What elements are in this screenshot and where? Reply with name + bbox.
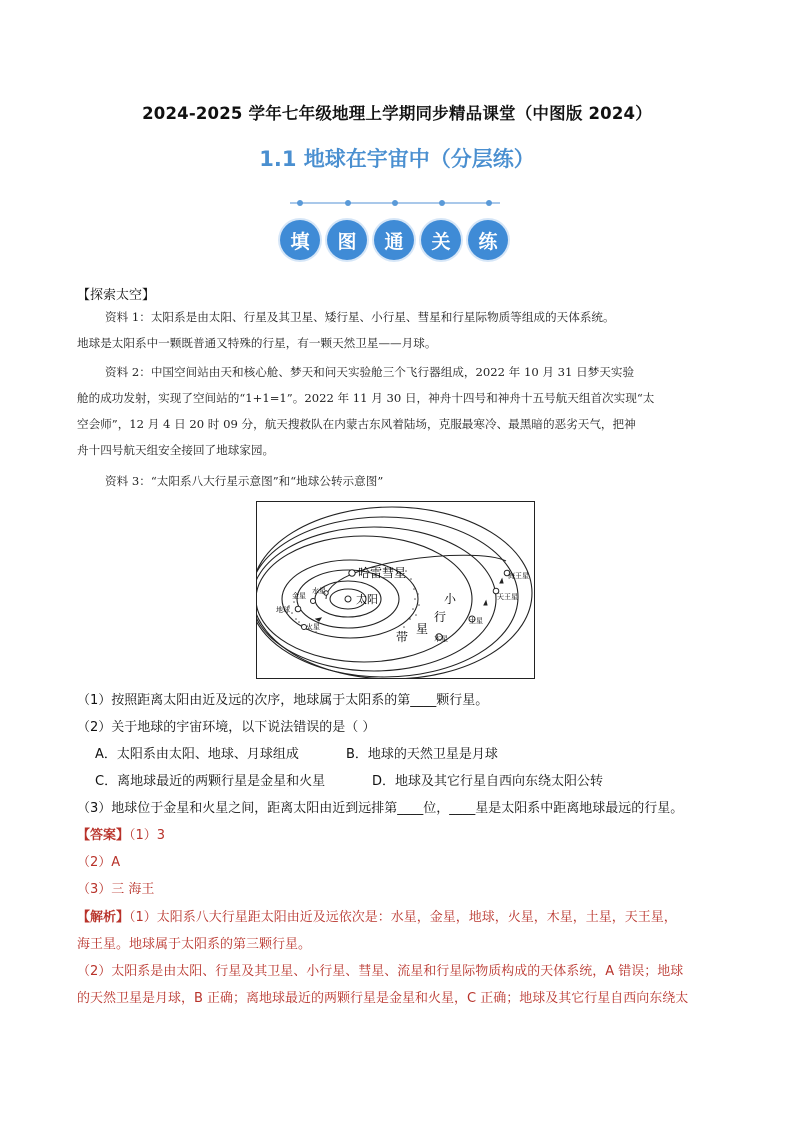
connector-dot [392, 200, 398, 206]
mercury-label: 水星 [312, 587, 326, 595]
comet-label: 哈雷彗星 [358, 566, 407, 580]
belt-label-1: 小 [444, 592, 457, 606]
neptune-label: 海王星 [508, 572, 529, 580]
venus-label: 金星 [292, 592, 306, 600]
material-3: 资料 3：“太阳系八大行星示意图”和“地球公转示意图” [105, 474, 384, 488]
connector-dot [486, 200, 492, 206]
earth-icon [295, 606, 301, 612]
question-2-option-a: A．太阳系由太阳、地球、月球组成 [95, 747, 299, 762]
comet-icon [349, 570, 355, 576]
lesson-title: 1.1 地球在宇宙中（分层练） [259, 147, 535, 171]
sun-label: 太阳 [356, 593, 378, 606]
analysis-label: 【解析】 [77, 910, 130, 925]
venus-icon [311, 599, 316, 604]
question-2-option-c: C．离地球最近的两颗行星是金星和火星 [95, 774, 326, 789]
material-1-line-2: 地球是太阳系中一颗既普通又特殊的行星，有一颗天然卫星——月球。 [77, 336, 437, 350]
question-2-option-d: D．地球及其它行星自西向东绕太阳公转 [372, 774, 604, 789]
material-2-line-4: 舟十四号航天组安全接回了地球家园。 [77, 443, 275, 457]
mars-label: 火星 [306, 623, 320, 631]
connector-dot [439, 200, 445, 206]
analysis-line-3: （2）太阳系是由太阳、行星及其卫星、小行星、彗星、流星和行星际物质构成的天体系统，A 错误；地球 [77, 964, 684, 979]
connector-dot [345, 200, 351, 206]
badge-pass: 通 [374, 220, 414, 260]
belt-label-2: 行 [434, 610, 447, 624]
badge-practice: 练 [468, 220, 508, 260]
badge-gate: 关 [421, 220, 461, 260]
answer-1 [77, 823, 377, 849]
badge-map: 图 [327, 220, 367, 260]
answer-1-text: （1）3 [129, 828, 166, 843]
answer-2: （2）A [77, 855, 121, 870]
material-1-line-1: 资料 1：太阳系是由太阳、行星及其卫星、矮行星、小行星、彗星和行星际物质等组成的天体系统。 [105, 310, 615, 324]
analysis-line-2: 海王星。地球属于太阳系的第三颗行星。 [77, 937, 312, 952]
saturn-label: 土星 [469, 617, 483, 625]
uranus-label: 天王星 [497, 593, 518, 601]
answer-3: （3）三 海王 [77, 882, 155, 897]
material-2-line-3: 空会师”，12 月 4 日 20 时 09 分，航天搜救队在内蒙古东风着陆场，克服最寒冷、最黑暗的恶劣天气，把神 [77, 417, 636, 431]
answer-label: 【答案】 [77, 828, 130, 843]
analysis-line-1 [77, 905, 737, 931]
question-1: （1）按照距离太阳由近及远的次序，地球属于太阳系的第____颗行星。 [77, 693, 489, 708]
analysis-line-1-text: （1）太阳系八大行星距太阳由近及远依次是：水星，金星，地球，火星，木星，土星，天王星， [129, 910, 677, 925]
earth-label: 地球 [276, 606, 290, 614]
document-title: 2024-2025 学年七年级地理上学期同步精品课堂（中图版 2024） [142, 104, 652, 123]
question-2: （2）关于地球的宇宙环境，以下说法错误的是（ ） [77, 720, 376, 735]
solar-system-figure [256, 501, 535, 679]
question-2-option-b: B．地球的天然卫星是月球 [346, 747, 498, 762]
question-3: （3）地球位于金星和火星之间，距离太阳由近到远排第____位，____星是太阳系中距离地球最远的行星。 [77, 801, 684, 816]
material-2-line-1: 资料 2：中国空间站由天和核心舱、梦天和问天实验舱三个飞行器组成，2022 年 10 月 31 日梦天实验 [105, 365, 635, 379]
connector-dot [297, 200, 303, 206]
material-2-line-2: 舱的成功发射，实现了空间站的“1+1=1”。2022 年 11 月 30 日，神舟十四号和神舟十五号航天组首次实现“太 [77, 391, 655, 405]
belt-label-3: 带 [396, 630, 409, 644]
badge-fill: 填 [280, 220, 320, 260]
jupiter-label: 木星 [434, 635, 448, 643]
analysis-line-4: 的天然卫星是月球，B 正确；离地球最近的两颗行星是金星和火星，C 正确；地球及其它行星自西向东绕太 [77, 991, 689, 1006]
belt-label-4: 星 [416, 622, 429, 636]
section-heading: 【探索太空】 [77, 288, 156, 303]
